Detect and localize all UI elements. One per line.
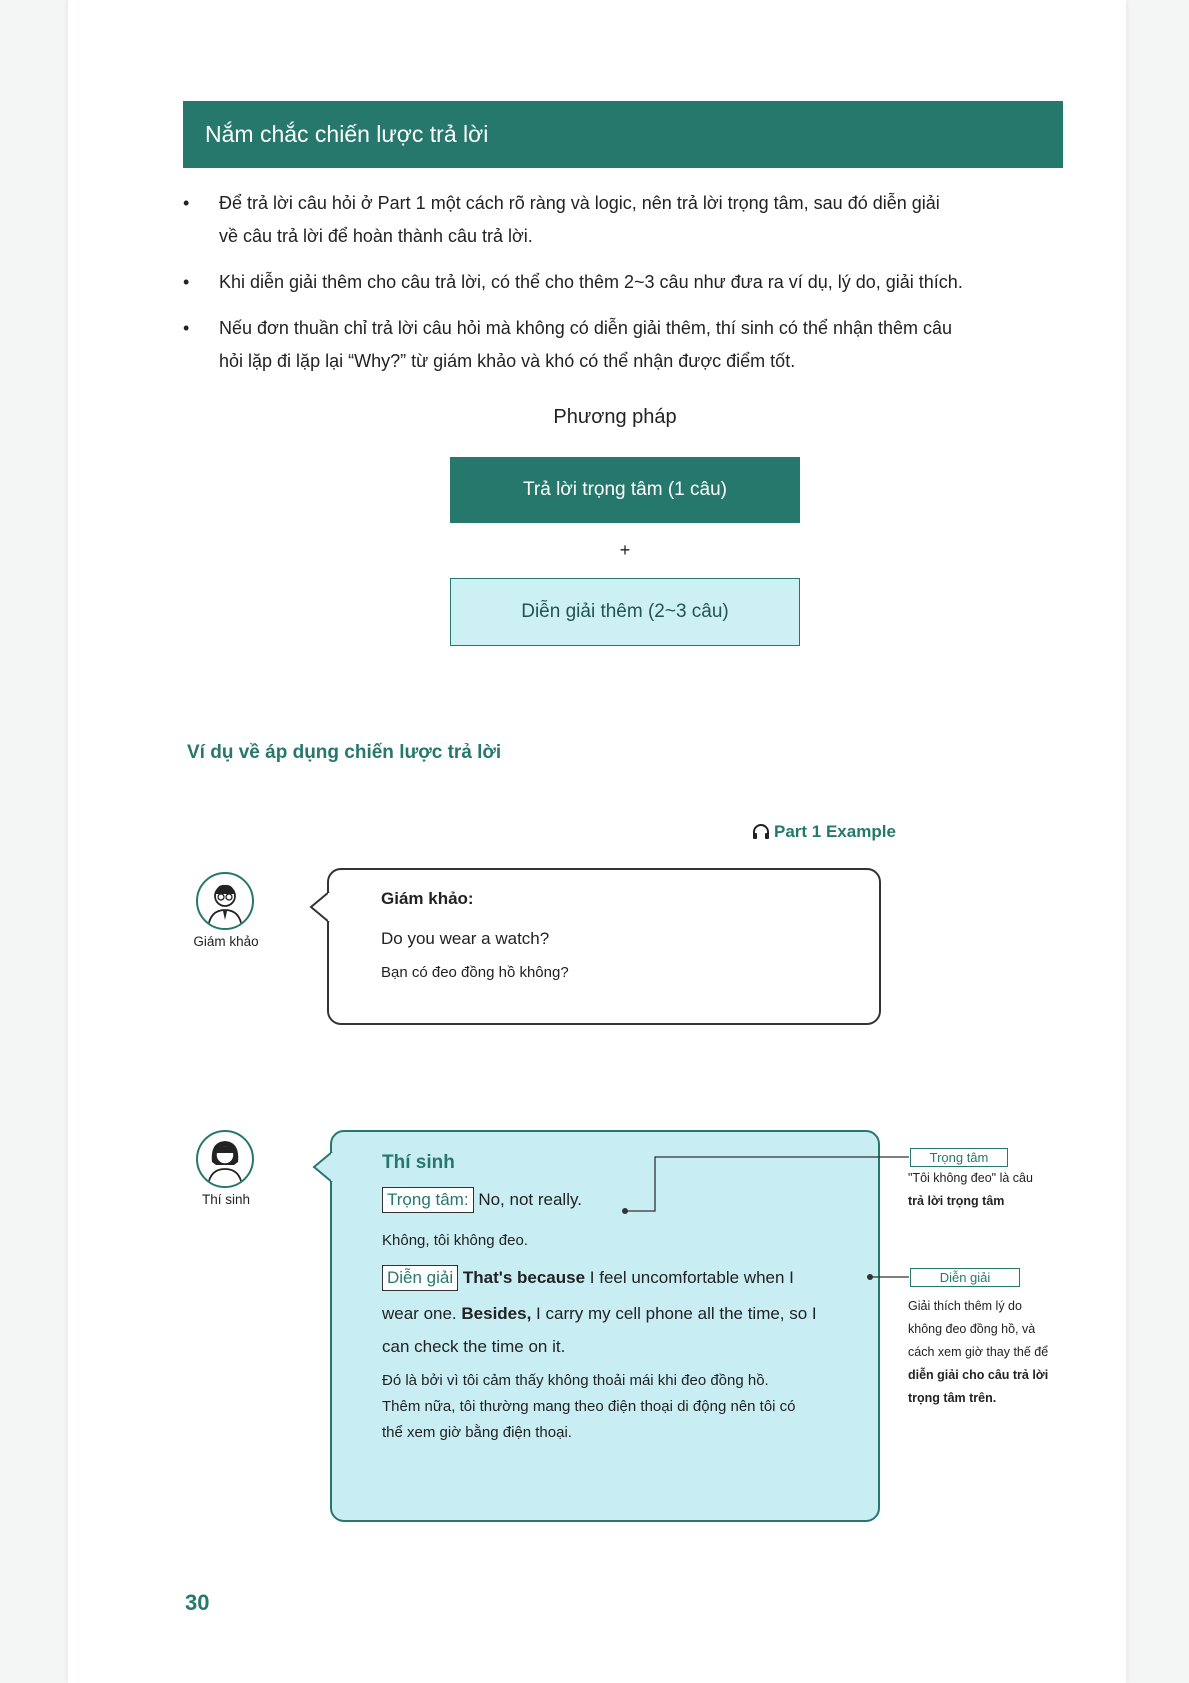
explain-line-2: wear one. Besides, I carry my cell phone all the time, so I — [382, 1304, 817, 1323]
example-section-title: Ví dụ về áp dụng chiến lược trả lời — [187, 742, 502, 763]
examiner-question: Do you wear a watch? — [381, 929, 550, 948]
focus-answer-box: Trả lời trọng tâm (1 câu) — [450, 457, 800, 523]
side-explain-note: Giải thích thêm lý do không đeo đồng hồ, và cách xem giờ thay thế để diễn giải cho câu trả lời trọng tâm trên. — [908, 1299, 1049, 1405]
examiner-label: Giám khảo — [193, 934, 259, 949]
focus-answer-line — [382, 1187, 582, 1213]
side-explain-tag: Diễn giải — [910, 1268, 1020, 1287]
bullet-dot-icon: • — [183, 318, 190, 338]
bullet-item: • Để trả lời câu hỏi ở Part 1 một cách rõ ràng và logic, nên trả lời trọng tâm, sau đó diễn giải về câu trả lời để hoàn thành câu trả lời. — [183, 187, 1063, 253]
side-focus-note: "Tôi không đeo" là câu trả lời trọng tâm — [908, 1171, 1033, 1208]
examiner-speaker: Giám khảo: — [381, 889, 474, 908]
explain-vi-2: Thêm nữa, tôi thường mang theo điện thoại di động nên tôi có — [382, 1398, 796, 1415]
explain-vi-1: Đó là bởi vì tôi cảm thấy không thoải mái khi đeo đồng hồ. — [382, 1372, 769, 1389]
explain-line-1: Diễn giải That's because I feel uncomfortable when I — [382, 1265, 794, 1291]
bubble-tail-icon — [312, 1150, 334, 1184]
side-focus-tag: Trọng tâm — [910, 1148, 1008, 1167]
focus-translation: Không, tôi không đeo. — [382, 1232, 528, 1249]
bullet-item: • Khi diễn giải thêm cho câu trả lời, có thể cho thêm 2~3 câu như đưa ra ví dụ, lý do, giải thích. — [183, 266, 1063, 299]
annotation-connectors — [600, 1145, 920, 1285]
headphones-icon — [752, 824, 770, 840]
section-banner — [183, 101, 1063, 168]
focus-answer: No, not really. — [478, 1190, 582, 1209]
explain-label: Diễn giải — [382, 1265, 458, 1291]
focus-label: Trọng tâm: — [382, 1187, 474, 1213]
examiner-question-translation: Bạn có đeo đồng hồ không? — [381, 964, 569, 981]
banner-title: Nắm chắc chiến lược trả lời — [205, 121, 489, 147]
examiner-person-icon — [198, 874, 252, 928]
examiner-avatar — [196, 872, 254, 930]
candidate-speaker: Thí sinh — [382, 1152, 455, 1173]
explain-vi-3: thể xem giờ bằng điện thoại. — [382, 1424, 572, 1441]
candidate-avatar — [196, 1130, 254, 1188]
candidate-label: Thí sinh — [201, 1192, 251, 1207]
plus-sign: + — [619, 540, 631, 560]
bullet-dot-icon: • — [183, 193, 190, 213]
page-number: 30 — [185, 1590, 210, 1615]
part1-example-tag: Part 1 Example — [752, 822, 896, 842]
explanation-box: Diễn giải thêm (2~3 câu) — [450, 578, 800, 646]
strategy-bullets — [183, 187, 1063, 391]
bullet-dot-icon: • — [183, 272, 190, 292]
explain-line-3: can check the time on it. — [382, 1337, 566, 1356]
method-title: Phương pháp — [553, 406, 677, 428]
bullet-item: • Nếu đơn thuần chỉ trả lời câu hỏi mà không có diễn giải thêm, thí sinh có thể nhận thêm câu hỏi lặp đi lặp lại “Why?” từ giám khảo và khó có thể nhận được điểm tốt. — [183, 312, 1063, 378]
examiner-speech-bubble — [327, 868, 881, 1025]
bubble-tail-icon — [309, 890, 331, 924]
candidate-person-icon — [198, 1132, 252, 1186]
